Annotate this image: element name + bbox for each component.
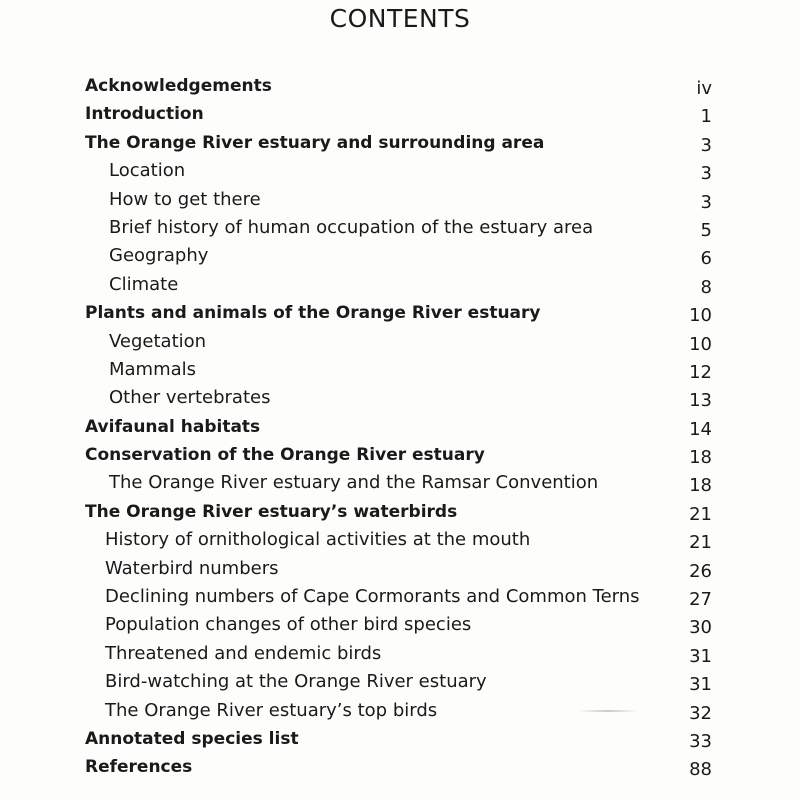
toc-subentry-ramsar-convention xyxy=(0,469,800,497)
toc-entry-plants-and-animals xyxy=(0,299,800,327)
toc-entry-page-number: 27 xyxy=(689,589,712,611)
toc-entry-page-number: 1 xyxy=(700,106,712,128)
toc-entry-label: Brief history of human occupation of the estuary area xyxy=(109,216,594,238)
toc-entry-label: The Orange River estuary’s waterbirds xyxy=(85,501,458,522)
toc-entry-page-number: 88 xyxy=(689,759,712,781)
toc-entry-page-number: 33 xyxy=(689,730,712,752)
scan-smudge xyxy=(578,710,638,712)
toc-subentry-mammals xyxy=(0,356,800,384)
toc-entry-label: Waterbird numbers xyxy=(105,557,279,579)
toc-subentry-bird-watching xyxy=(0,668,800,696)
toc-entry-conservation xyxy=(0,441,800,469)
toc-subentry-population-changes xyxy=(0,611,800,639)
toc-entry-page-number: 3 xyxy=(700,134,712,156)
toc-entry-label: Population changes of other bird species xyxy=(105,614,472,636)
toc-subentry-ornithological-history xyxy=(0,526,800,554)
toc-entry-page-number: 26 xyxy=(689,560,712,582)
toc-entry-label: Geography xyxy=(109,245,209,267)
toc-entry-label: Annotated species list xyxy=(85,728,299,749)
toc-entry-label: How to get there xyxy=(109,188,261,210)
toc-subentry-vegetation xyxy=(0,328,800,356)
toc-entry-label: Bird-watching at the Orange River estuary xyxy=(105,671,487,693)
toc-entry-page-number: 31 xyxy=(689,645,712,667)
toc-entry-page-number: 14 xyxy=(689,418,712,440)
toc-entry-label: Introduction xyxy=(85,104,204,125)
toc-subentry-waterbird-numbers xyxy=(0,555,800,583)
toc-entry-label: Plants and animals of the Orange River estuary xyxy=(85,303,541,324)
toc-entry-page-number: 10 xyxy=(689,333,712,355)
toc-entry-page-number: 13 xyxy=(689,390,712,412)
toc-entry-annotated-species-list xyxy=(0,725,800,753)
table-of-contents xyxy=(0,72,800,782)
toc-entry-label: The Orange River estuary’s top birds xyxy=(105,699,438,721)
toc-entry-references xyxy=(0,753,800,781)
toc-entry-page-number: 8 xyxy=(700,276,712,298)
toc-entry-page-number: 31 xyxy=(689,674,712,696)
toc-subentry-geography xyxy=(0,242,800,270)
toc-entry-label: Other vertebrates xyxy=(109,387,271,409)
toc-entry-label: Mammals xyxy=(109,358,197,380)
toc-entry-page-number: 12 xyxy=(689,361,712,383)
toc-entry-label: Climate xyxy=(109,273,179,295)
toc-entry-page-number: iv xyxy=(696,78,712,99)
toc-entry-label: Location xyxy=(109,160,186,182)
toc-entry-label: Avifaunal habitats xyxy=(85,416,261,437)
toc-entry-estuary-and-surrounding-area xyxy=(0,129,800,157)
toc-entry-label: Vegetation xyxy=(109,330,207,352)
toc-entry-page-number: 3 xyxy=(700,191,712,213)
toc-subentry-brief-history xyxy=(0,214,800,242)
toc-entry-page-number: 21 xyxy=(689,503,712,525)
toc-subentry-climate xyxy=(0,271,800,299)
toc-subentry-threatened-endemic xyxy=(0,640,800,668)
toc-entry-waterbirds xyxy=(0,498,800,526)
toc-entry-label: Conservation of the Orange River estuary xyxy=(85,445,485,466)
page-title: CONTENTS xyxy=(329,4,471,33)
toc-entry-page-number: 32 xyxy=(689,702,712,724)
toc-entry-label: The Orange River estuary and the Ramsar Convention xyxy=(109,472,599,494)
toc-entry-acknowledgements xyxy=(0,72,800,100)
toc-subentry-declining-numbers xyxy=(0,583,800,611)
toc-subentry-how-to-get-there xyxy=(0,186,800,214)
toc-entry-page-number: 6 xyxy=(700,248,712,270)
toc-entry-label: Threatened and endemic birds xyxy=(105,642,382,664)
toc-entry-page-number: 10 xyxy=(689,305,712,327)
toc-entry-avifaunal-habitats xyxy=(0,413,800,441)
toc-entry-label: Acknowledgements xyxy=(85,76,272,96)
toc-entry-label: Declining numbers of Cape Cormorants and Common Terns xyxy=(105,586,640,608)
toc-entry-page-number: 30 xyxy=(689,617,712,639)
toc-entry-page-number: 18 xyxy=(689,447,712,469)
toc-entry-page-number: 5 xyxy=(700,219,712,241)
toc-subentry-location xyxy=(0,157,800,185)
toc-entry-label: The Orange River estuary and surrounding area xyxy=(85,132,545,153)
toc-subentry-other-vertebrates xyxy=(0,384,800,412)
toc-entry-page-number: 18 xyxy=(689,475,712,497)
toc-entry-label: References xyxy=(85,757,193,778)
toc-entry-page-number: 3 xyxy=(700,163,712,185)
toc-entry-label: History of ornithological activities at the mouth xyxy=(105,529,531,551)
toc-subentry-top-birds xyxy=(0,697,800,725)
toc-entry-page-number: 21 xyxy=(689,532,712,554)
toc-entry-introduction xyxy=(0,100,800,128)
